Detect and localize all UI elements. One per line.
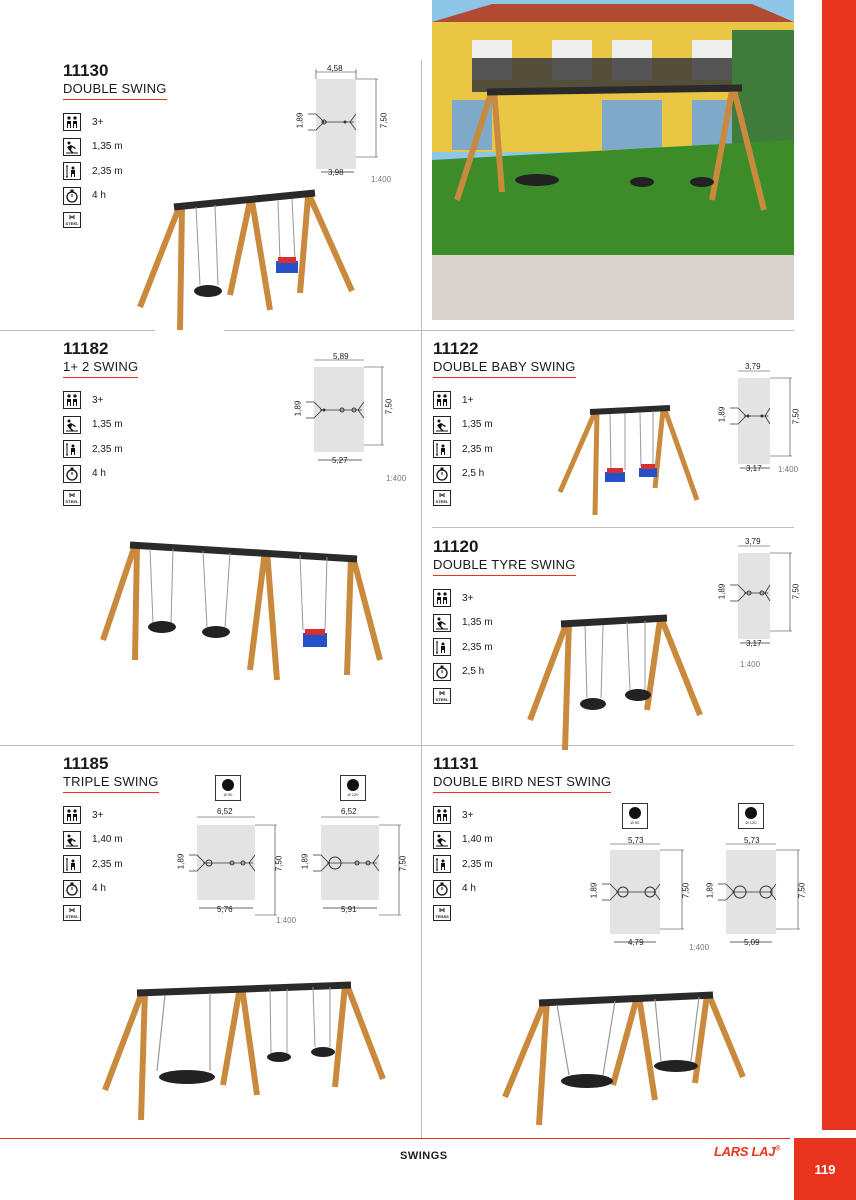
- spec-age: 3+: [462, 592, 474, 604]
- product-name: TRIPLE SWING: [63, 774, 159, 793]
- install-time-icon: [433, 880, 451, 898]
- free-height-icon: [63, 440, 81, 458]
- dim-top: 6,52: [217, 807, 233, 816]
- spec-free-height: 2,35 m: [462, 858, 493, 870]
- spec-free-height: 2,35 m: [92, 858, 123, 870]
- product-name: DOUBLE BIRD NEST SWING: [433, 774, 611, 793]
- spec-age: 3+: [92, 116, 104, 128]
- spec-install-time: 4 h: [92, 883, 106, 895]
- product-code: 11120: [433, 537, 479, 556]
- dim-top: 3,79: [745, 362, 761, 371]
- swing-image-11131: [495, 985, 755, 1130]
- fall-height-icon: [63, 416, 81, 434]
- dim-side: 7,50: [681, 882, 691, 899]
- product-name: 1+ 2 SWING: [63, 359, 138, 378]
- spec-install-time: 4 h: [462, 883, 476, 895]
- footer-section-title: SWINGS: [400, 1150, 448, 1162]
- spec-fall-height: 1,35 m: [462, 617, 493, 629]
- column-divider: [421, 60, 422, 1138]
- dim-bottom: 4,79: [628, 938, 644, 947]
- swing-image-11185: [95, 975, 395, 1130]
- fall-height-icon: [433, 831, 451, 849]
- age-icon: [63, 806, 81, 824]
- spec-fall-height: 1,35 m: [92, 141, 123, 153]
- product-code: 11130: [63, 61, 109, 80]
- spec-fall-height: 1,40 m: [92, 834, 123, 846]
- plan-11131-b: [706, 834, 806, 959]
- spec-free-height: 2,35 m: [92, 165, 123, 177]
- dim-top: 3,79: [745, 537, 761, 546]
- plan-11182: [294, 350, 409, 480]
- spec-fall-height: 1,35 m: [462, 419, 493, 431]
- plan-11185-b: [301, 805, 411, 930]
- steel-icon: ⋈ STEEL: [63, 212, 81, 228]
- age-icon: [433, 589, 451, 607]
- dim-bottom: 5,27: [332, 456, 348, 465]
- install-time-icon: [63, 465, 81, 483]
- plan-scale: 1:400: [689, 943, 710, 952]
- dim-top: 5,89: [333, 352, 349, 361]
- swing-image-11130: [130, 185, 360, 335]
- swing-image-11120: [525, 610, 710, 755]
- free-height-icon: [433, 638, 451, 656]
- spec-fall-height: 1,40 m: [462, 834, 493, 846]
- steel-icon: ⋈ STEEL: [433, 688, 451, 704]
- steel-icon: ⋈ TERÄS: [433, 905, 451, 921]
- spec-age: 1+: [462, 394, 474, 406]
- dim-left: 1,89: [717, 406, 727, 423]
- dim-top: 5,73: [628, 836, 644, 845]
- seat-size-badge: Ø 120: [340, 775, 366, 801]
- dim-left: 1,89: [300, 853, 310, 870]
- dim-top: 6,52: [341, 807, 357, 816]
- product-name: DOUBLE BABY SWING: [433, 359, 576, 378]
- plan-11131-a: [590, 834, 690, 959]
- dim-side: 7,50: [384, 398, 394, 415]
- product-name: DOUBLE TYRE SWING: [433, 557, 576, 576]
- dim-side: 7,50: [398, 855, 408, 872]
- plan-11185-a: [177, 805, 287, 930]
- seat-size-badge: Ø 90: [622, 803, 648, 829]
- dim-side: 7,50: [797, 882, 807, 899]
- age-icon: [63, 391, 81, 409]
- spec-fall-height: 1,35 m: [92, 419, 123, 431]
- dim-left: 1,89: [293, 400, 303, 417]
- dim-bottom: 5,91: [341, 905, 357, 914]
- dim-left: 1,89: [589, 882, 599, 899]
- dim-top: 4,58: [327, 64, 343, 73]
- dim-bottom: 5,09: [744, 938, 760, 947]
- plan-scale: 1:400: [740, 660, 761, 669]
- install-time-icon: [63, 187, 81, 205]
- install-time-icon: [433, 663, 451, 681]
- dim-left: 1,89: [717, 583, 727, 600]
- product-name: DOUBLE SWING: [63, 81, 167, 100]
- dim-left: 1,89: [176, 853, 186, 870]
- product-11182: [63, 340, 138, 511]
- dim-left: 1,89: [705, 882, 715, 899]
- free-height-icon: [63, 162, 81, 180]
- dim-side: 7,50: [274, 855, 284, 872]
- spec-install-time: 2,5 h: [462, 468, 485, 480]
- age-icon: [433, 806, 451, 824]
- product-photo: [432, 0, 794, 320]
- dim-bottom: 3,17: [746, 639, 762, 648]
- dim-bottom: 3,17: [746, 464, 762, 473]
- fall-height-icon: [63, 831, 81, 849]
- free-height-icon: [433, 440, 451, 458]
- spec-free-height: 2,35 m: [92, 443, 123, 455]
- dim-bottom: 5,76: [217, 905, 233, 914]
- steel-icon: ⋈ STEEL: [63, 490, 81, 506]
- dim-side: 7,50: [791, 583, 801, 600]
- seat-size-badge: Ø 120: [738, 803, 764, 829]
- product-code: 11182: [63, 339, 109, 358]
- plan-scale: 1:400: [778, 465, 799, 474]
- brand-logo: LARS LAJ®: [714, 1144, 781, 1159]
- steel-icon: ⋈ STEEL: [63, 905, 81, 921]
- free-height-icon: [63, 855, 81, 873]
- spec-age: 3+: [92, 394, 104, 406]
- dim-top: 5,73: [744, 836, 760, 845]
- row-divider-2: [432, 527, 794, 528]
- age-icon: [63, 113, 81, 131]
- product-code: 11122: [433, 339, 479, 358]
- spec-list: [63, 803, 159, 926]
- install-time-icon: [433, 465, 451, 483]
- spec-install-time: 4 h: [92, 190, 106, 202]
- swing-image-11122: [555, 400, 705, 520]
- fall-height-icon: [433, 416, 451, 434]
- swing-image-11182: [95, 535, 395, 690]
- page-number: 119: [794, 1138, 856, 1200]
- install-time-icon: [63, 880, 81, 898]
- footer-rule: [0, 1138, 790, 1139]
- age-icon: [433, 391, 451, 409]
- plan-scale: 1:400: [276, 916, 297, 925]
- steel-icon: ⋈ STEEL: [433, 490, 451, 506]
- spec-free-height: 2,35 m: [462, 641, 493, 653]
- dim-left: 1,89: [295, 112, 305, 129]
- fall-height-icon: [433, 614, 451, 632]
- spec-free-height: 2,35 m: [462, 443, 493, 455]
- product-11131: [433, 755, 611, 926]
- product-code: 11131: [433, 754, 479, 773]
- plan-11120: [718, 535, 808, 660]
- spec-list: [433, 803, 611, 926]
- seat-size-badge: Ø 90: [215, 775, 241, 801]
- dim-side: 7,50: [379, 112, 389, 129]
- spec-list: [63, 388, 138, 511]
- spec-age: 3+: [92, 809, 104, 821]
- fall-height-icon: [63, 138, 81, 156]
- product-code: 11185: [63, 754, 109, 773]
- plan-scale: 1:400: [386, 474, 407, 483]
- plan-11130: [296, 62, 406, 192]
- dim-side: 7,50: [791, 408, 801, 425]
- spec-age: 3+: [462, 809, 474, 821]
- free-height-icon: [433, 855, 451, 873]
- red-side-bar: [822, 0, 856, 1130]
- plan-scale: 1:400: [371, 175, 392, 184]
- product-11185: [63, 755, 159, 926]
- dim-bottom: 3,98: [328, 168, 344, 177]
- spec-install-time: 2,5 h: [462, 666, 485, 678]
- spec-install-time: 4 h: [92, 468, 106, 480]
